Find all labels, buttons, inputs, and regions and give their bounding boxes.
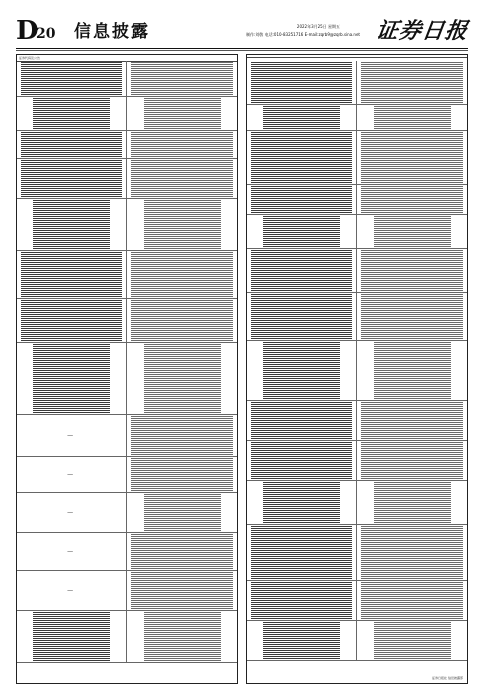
announcement-cell xyxy=(17,533,127,571)
contact-line: 制作:刘敬 电话:010-83251716 E-mail:zqrb9@zqrb.sina.net xyxy=(245,32,360,37)
announcement-text-block xyxy=(21,160,121,197)
announcement-text-block xyxy=(251,132,351,183)
masthead xyxy=(16,18,468,46)
announcement-cell xyxy=(357,61,467,105)
announcement-cell xyxy=(357,131,467,185)
page-body xyxy=(16,54,468,684)
announcement-cell xyxy=(127,61,237,97)
announcement-text-block xyxy=(131,458,232,491)
announcement-text-block xyxy=(21,252,121,297)
announcement-cell xyxy=(247,249,357,293)
announcement-cell xyxy=(127,533,237,571)
announcement-text-block xyxy=(144,494,221,531)
announcement-text-block xyxy=(144,612,221,661)
announcement-text-block xyxy=(33,200,109,249)
empty-cell-dash: — xyxy=(67,509,74,516)
announcement-cell xyxy=(247,621,357,661)
announcement-text-block xyxy=(33,344,109,413)
left-column-head: 证券代码及公告 xyxy=(17,55,237,62)
announcement-text-block xyxy=(374,106,451,129)
announcement-text-block xyxy=(251,294,351,339)
announcement-text-block xyxy=(144,344,221,413)
announcement-text-block xyxy=(251,250,351,291)
announcement-cell xyxy=(127,493,237,533)
announcement-text-block xyxy=(263,342,339,399)
announcement-cell xyxy=(17,457,127,493)
announcement-cell xyxy=(357,441,467,481)
announcement-text-block xyxy=(131,416,232,455)
announcement-cell xyxy=(247,131,357,185)
announcement-text-block xyxy=(251,186,351,213)
announcement-text-block xyxy=(361,250,462,291)
announcement-cell xyxy=(247,401,357,441)
announcement-cell xyxy=(357,249,467,293)
announcement-text-block xyxy=(131,62,232,95)
announcement-cell xyxy=(247,481,357,525)
page-letter: D xyxy=(16,16,39,46)
announcement-cell xyxy=(127,299,237,343)
announcement-cell xyxy=(247,441,357,481)
announcement-cell xyxy=(17,571,127,611)
announcement-cell xyxy=(127,131,237,159)
announcement-text-block xyxy=(144,98,221,129)
announcement-cell xyxy=(17,199,127,251)
empty-cell-dash: — xyxy=(67,471,74,478)
announcement-text-block xyxy=(361,294,462,339)
announcement-text-block xyxy=(263,106,339,129)
announcement-cell xyxy=(357,341,467,401)
date-line: 2022年3月25日 星期五 xyxy=(296,24,340,29)
announcement-cell xyxy=(247,105,357,131)
announcement-text-block xyxy=(374,216,451,247)
announcement-text-block xyxy=(361,186,462,213)
announcement-cell xyxy=(127,251,237,299)
announcement-cell xyxy=(17,131,127,159)
announcement-cell xyxy=(17,97,127,131)
announcement-text-block xyxy=(21,300,121,341)
empty-cell-dash: — xyxy=(67,548,74,555)
announcement-text-block xyxy=(131,534,232,569)
announcement-text-block xyxy=(361,526,462,579)
newspaper-logo: 证券日报 xyxy=(374,18,470,44)
announcement-cell xyxy=(127,571,237,611)
announcement-text-block xyxy=(33,612,109,661)
announcement-cell xyxy=(357,525,467,581)
announcement-text-block xyxy=(144,200,221,249)
announcement-text-block xyxy=(131,160,232,197)
announcement-cell xyxy=(127,159,237,199)
masthead-rule-secondary xyxy=(16,50,468,51)
announcement-cell xyxy=(247,185,357,215)
right-column-head xyxy=(247,55,467,58)
announcement-text-block xyxy=(21,132,121,157)
announcement-cell xyxy=(247,341,357,401)
announcement-text-block xyxy=(251,582,351,619)
announcement-cell xyxy=(127,343,237,415)
page-number: 20 xyxy=(36,26,56,42)
announcement-text-block xyxy=(251,526,351,579)
announcement-cell xyxy=(357,581,467,621)
announcement-text-block xyxy=(131,572,232,609)
announcement-text-block xyxy=(33,98,109,129)
announcement-cell xyxy=(127,457,237,493)
announcement-cell xyxy=(127,199,237,251)
empty-cell-dash: — xyxy=(67,587,74,594)
announcement-text-block xyxy=(374,482,451,523)
announcement-text-block xyxy=(361,442,462,479)
announcement-text-block xyxy=(263,482,339,523)
right-grid xyxy=(247,61,467,683)
footnote: 证券日报社 信息披露部 xyxy=(432,676,463,680)
announcement-cell xyxy=(17,159,127,199)
left-column xyxy=(16,54,238,684)
announcement-text-block xyxy=(131,132,232,157)
announcement-cell xyxy=(247,525,357,581)
announcement-cell xyxy=(17,343,127,415)
announcement-text-block xyxy=(251,402,351,439)
announcement-cell xyxy=(247,61,357,105)
announcement-cell xyxy=(17,251,127,299)
announcement-text-block xyxy=(361,402,462,439)
announcement-cell xyxy=(247,215,357,249)
announcement-text-block xyxy=(374,622,451,659)
announcement-cell xyxy=(127,97,237,131)
section-title: 信息披露 xyxy=(74,22,150,42)
announcement-cell xyxy=(357,215,467,249)
right-column xyxy=(246,54,468,684)
announcement-text-block xyxy=(361,582,462,619)
announcement-cell xyxy=(357,621,467,661)
announcement-cell xyxy=(17,415,127,457)
announcement-cell xyxy=(357,481,467,525)
announcement-cell xyxy=(357,185,467,215)
announcement-cell xyxy=(17,299,127,343)
announcement-cell xyxy=(17,611,127,663)
announcement-cell xyxy=(17,61,127,97)
announcement-text-block xyxy=(131,252,232,297)
announcement-cell xyxy=(17,493,127,533)
announcement-text-block xyxy=(374,342,451,399)
announcement-text-block xyxy=(251,442,351,479)
empty-cell-dash: — xyxy=(67,432,74,439)
announcement-text-block xyxy=(263,216,339,247)
announcement-cell xyxy=(127,415,237,457)
announcement-cell xyxy=(357,105,467,131)
announcement-text-block xyxy=(361,132,462,183)
left-grid xyxy=(17,61,237,683)
announcement-text-block xyxy=(361,62,462,103)
announcement-cell xyxy=(357,401,467,441)
announcement-text-block xyxy=(21,62,121,95)
announcement-cell xyxy=(127,611,237,663)
announcement-cell xyxy=(247,293,357,341)
announcement-text-block xyxy=(131,300,232,341)
announcement-cell xyxy=(357,293,467,341)
announcement-text-block xyxy=(263,622,339,659)
announcement-text-block xyxy=(251,62,351,103)
announcement-cell xyxy=(247,581,357,621)
masthead-rule xyxy=(16,48,468,49)
